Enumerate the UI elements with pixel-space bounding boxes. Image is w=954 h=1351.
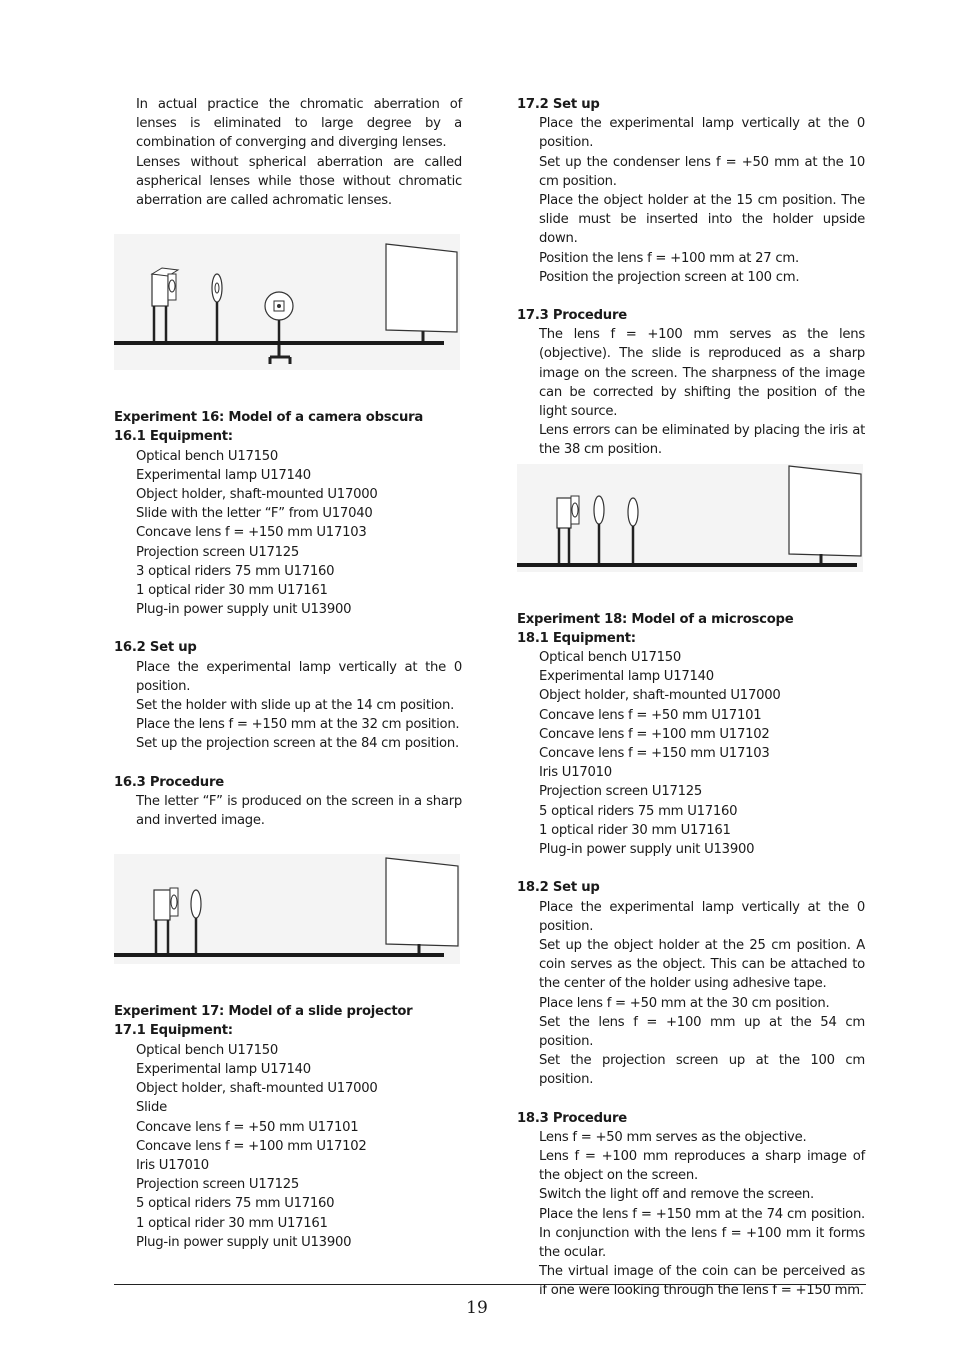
list-item: 5 optical riders 75 mm U17160 xyxy=(136,1196,335,1212)
exp16-procedure-heading: 16.3 Procedure xyxy=(114,774,224,790)
exp17-setup-5: Position the projection screen at 100 cm. xyxy=(539,269,800,285)
exp17-equipment-heading: 17.1 Equipment: xyxy=(114,1023,233,1039)
list-item: Object holder, shaft-mounted U17000 xyxy=(136,1081,378,1097)
list-item: Plug-in power supply unit U13900 xyxy=(136,1234,352,1250)
exp16-setup-4: Set up the projection screen at the 84 cm position. xyxy=(136,736,459,752)
exp18-setup-2: Set up the object holder at the 25 cm position. A coin serves as the object. This can be attached to the center of the holder using adhesive tape. xyxy=(539,937,865,992)
exp18-procedure-2: Lens f = +100 mm reproduces a sharp image of the object on the screen. xyxy=(539,1148,865,1184)
list-item: Projection screen U17125 xyxy=(136,1177,300,1193)
intro-paragraph-1: In actual practice the chromatic aberration of lenses is eliminated to large degree by a combination of converging and diverging lenses. xyxy=(136,97,462,151)
exp17-setup-4: Position the lens f = +100 mm at 27 cm. xyxy=(539,250,799,266)
exp17-procedure-2: Lens errors can be eliminated by placing the iris at the 38 cm position. xyxy=(539,423,865,458)
exp17-equipment-list xyxy=(114,1041,462,1252)
list-item: Optical bench U17150 xyxy=(539,650,682,666)
exp18-setup-5: Set the projection screen up at the 100 cm position. xyxy=(539,1053,865,1088)
exp18-equipment-list xyxy=(517,648,865,859)
figure-slide-projector xyxy=(517,464,863,572)
list-item: Concave lens f = +100 mm U17102 xyxy=(539,726,770,742)
exp16-equipment-list xyxy=(114,447,462,620)
list-item: 3 optical riders 75 mm U17160 xyxy=(136,563,335,579)
exp17-setup-heading: 17.2 Set up xyxy=(517,97,600,112)
exp16-setup-3: Place the lens f = +150 mm at the 32 cm position. xyxy=(136,717,460,733)
list-item: 1 optical rider 30 mm U17161 xyxy=(539,822,731,838)
exp16-procedure: The letter “F” is produced on the screen in a sharp and inverted image. xyxy=(136,793,462,829)
exp18-procedure-1: Lens f = +50 mm serves as the objective. xyxy=(539,1129,807,1145)
figure-setup-1 xyxy=(114,234,460,370)
exp17-setup-1: Place the experimental lamp vertically at the 0 position. xyxy=(539,116,865,151)
exp18-procedure-4: Place the lens f = +150 mm at the 74 cm position. In conjunction with the lens f = +100 mm it forms the ocular. xyxy=(539,1206,865,1260)
exp18-setup-heading: 18.2 Set up xyxy=(517,880,600,896)
page-number: 19 xyxy=(466,1298,488,1318)
exp17-title: Experiment 17: Model of a slide projector xyxy=(114,1004,413,1020)
exp16-setup-1: Place the experimental lamp vertically at the 0 position. xyxy=(136,659,462,694)
list-item: Experimental lamp U17140 xyxy=(539,669,714,685)
exp18-procedure-5: The virtual image of the coin can be perceived as if one were looking through the lens f = +150 mm. xyxy=(539,1264,865,1299)
exp17-procedure-1: The lens f = +100 mm serves as the lens (objective). The slide is reproduced as a sharp image on the screen. The sharpness of the image can be corrected by shifting the position of the light source. xyxy=(539,327,865,420)
list-item: Slide xyxy=(136,1100,167,1116)
exp16-equipment-heading: 16.1 Equipment: xyxy=(114,429,233,445)
list-item: 1 optical rider 30 mm U17161 xyxy=(136,583,328,599)
list-item: Iris U17010 xyxy=(136,1157,209,1173)
list-item: Experimental lamp U17140 xyxy=(136,467,311,483)
list-item: Projection screen U17125 xyxy=(539,784,703,800)
list-item: Concave lens f = +50 mm U17101 xyxy=(539,707,762,723)
exp17-procedure-heading: 17.3 Procedure xyxy=(517,308,627,324)
list-item: Experimental lamp U17140 xyxy=(136,1061,311,1077)
list-item: Iris U17010 xyxy=(539,765,612,781)
list-item: Object holder, shaft-mounted U17000 xyxy=(136,487,378,503)
list-item: Plug-in power supply unit U13900 xyxy=(539,842,755,858)
list-item: Plug-in power supply unit U13900 xyxy=(136,602,352,618)
exp18-setup-1: Place the experimental lamp vertically at the 0 position. xyxy=(539,899,865,934)
exp16-setup-2: Set the holder with slide up at the 14 cm position. xyxy=(136,698,455,714)
list-item: Optical bench U17150 xyxy=(136,448,279,464)
exp18-setup-4: Set the lens f = +100 mm up at the 54 cm position. xyxy=(539,1014,865,1049)
exp18-setup-3: Place lens f = +50 mm at the 30 cm position. xyxy=(539,995,830,1011)
list-item: Concave lens f = +150 mm U17103 xyxy=(136,525,367,541)
intro-paragraph-2: Lenses without spherical aberration are called aspherical lenses while those without chromatic aberration are called achromatic lenses. xyxy=(136,154,462,209)
exp18-procedure-heading: 18.3 Procedure xyxy=(517,1110,627,1126)
exp17-setup-2: Set up the condenser lens f = +50 mm at the 10 cm position. xyxy=(539,154,865,189)
figure-camera-obscura xyxy=(114,854,460,964)
list-item: Object holder, shaft-mounted U17000 xyxy=(539,688,781,704)
list-item: 5 optical riders 75 mm U17160 xyxy=(539,803,738,819)
footer-divider xyxy=(114,1284,866,1285)
list-item: Slide with the letter “F” from U17040 xyxy=(136,506,373,522)
list-item: Concave lens f = +150 mm U17103 xyxy=(539,746,770,762)
exp18-equipment-heading: 18.1 Equipment: xyxy=(517,630,636,646)
right-column xyxy=(517,95,865,1301)
exp18-procedure-3: Switch the light off and remove the screen. xyxy=(539,1187,814,1203)
list-item: Optical bench U17150 xyxy=(136,1042,279,1058)
exp18-title: Experiment 18: Model of a microscope xyxy=(517,611,794,627)
list-item: Projection screen U17125 xyxy=(136,544,300,560)
exp17-setup-3: Place the object holder at the 15 cm position. The slide must be inserted into the holder upside down. xyxy=(539,193,865,247)
list-item: Concave lens f = +50 mm U17101 xyxy=(136,1119,359,1135)
exp16-setup-heading: 16.2 Set up xyxy=(114,640,197,656)
exp16-title: Experiment 16: Model of a camera obscura xyxy=(114,410,424,426)
left-column xyxy=(114,95,462,1252)
list-item: 1 optical rider 30 mm U17161 xyxy=(136,1215,328,1231)
list-item: Concave lens f = +100 mm U17102 xyxy=(136,1138,367,1154)
